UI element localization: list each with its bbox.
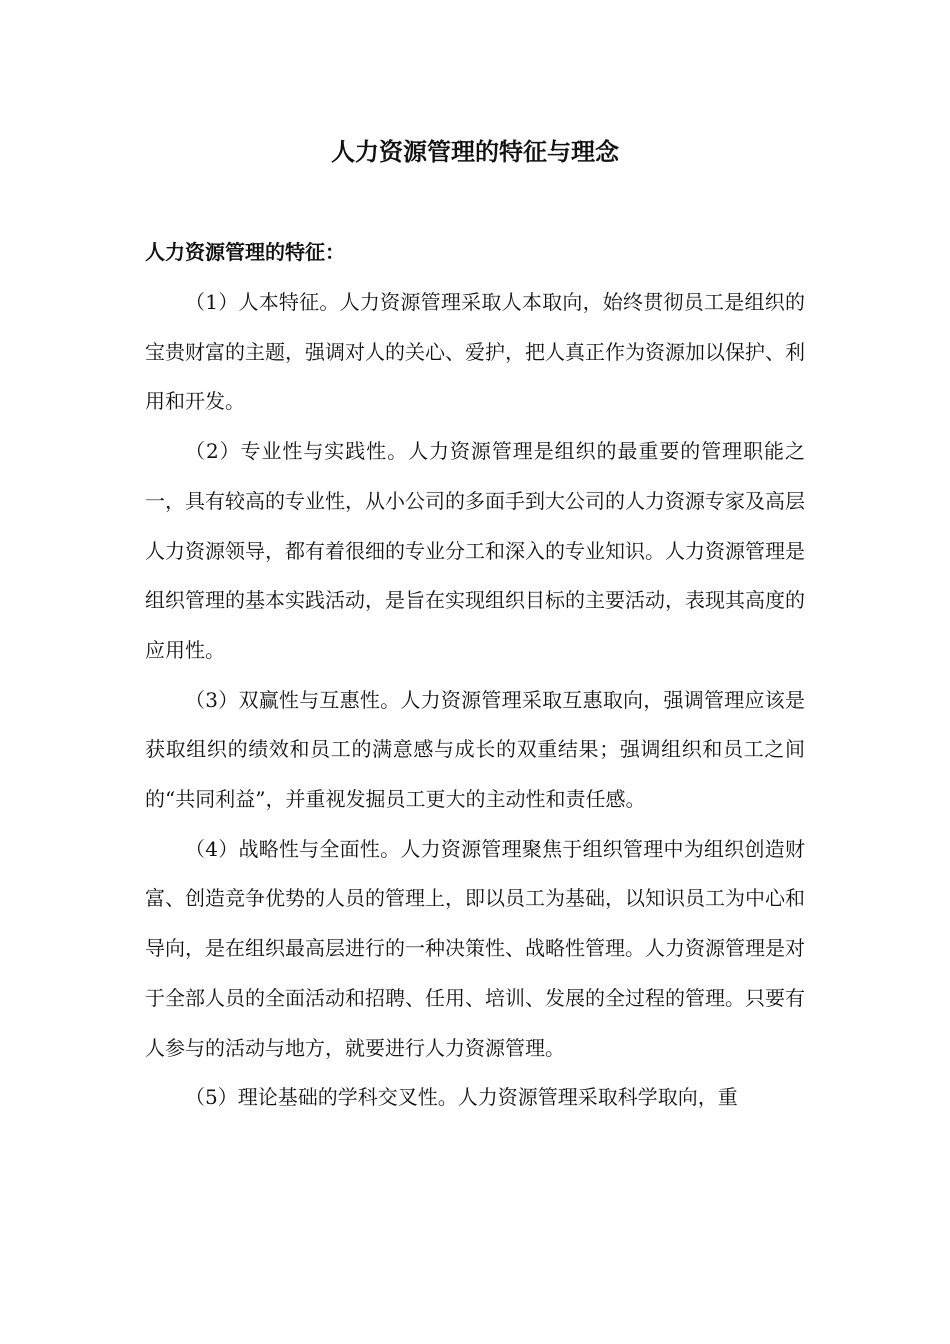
body-text [145, 278, 805, 1123]
paragraph-1: （1）人本特征。人力资源管理采取人本取向，始终贯彻员工是组织的宝贵财富的主题，强调对人的关心、爱护，把人真正作为资源加以保护、利用和开发。 [145, 290, 805, 414]
section-heading: 人力资源管理的特征： [145, 240, 345, 264]
paragraph-2: （2）专业性与实践性。人力资源管理是组织的最重要的管理职能之一，具有较高的专业性，从小公司的多面手到大公司的人力资源专家及高层人力资源领导，都有着很细的专业分工和深入的专业知识。人力资源管理是组织管理的基本实践活动，是旨在实现组织目标的主要活动，表现其高度的应用性。 [145, 439, 805, 662]
paragraph-3: （3）双赢性与互惠性。人力资源管理采取互惠取向，强调管理应该是获取组织的绩效和员工的满意感与成长的双重结果；强调组织和员工之间的“共同利益”，并重视发掘员工更大的主动性和责任感。 [145, 687, 805, 812]
document-title: 人力资源管理的特征与理念 [331, 137, 619, 166]
paragraph-4: （4）战略性与全面性。人力资源管理聚焦于组织管理中为组织创造财富、创造竞争优势的人员的管理上，即以员工为基础，以知识员工为中心和导向，是在组织最高层进行的一种决策性、战略性管理。人力资源管理是对于全部人员的全面活动和招聘、任用、培训、发展的全过程的管理。只要有人参与的活动与地方，就要进行人力资源管理。 [145, 836, 805, 1060]
paragraph-5: （5）理论基础的学科交叉性。人力资源管理采取科学取向，重 [185, 1085, 738, 1110]
